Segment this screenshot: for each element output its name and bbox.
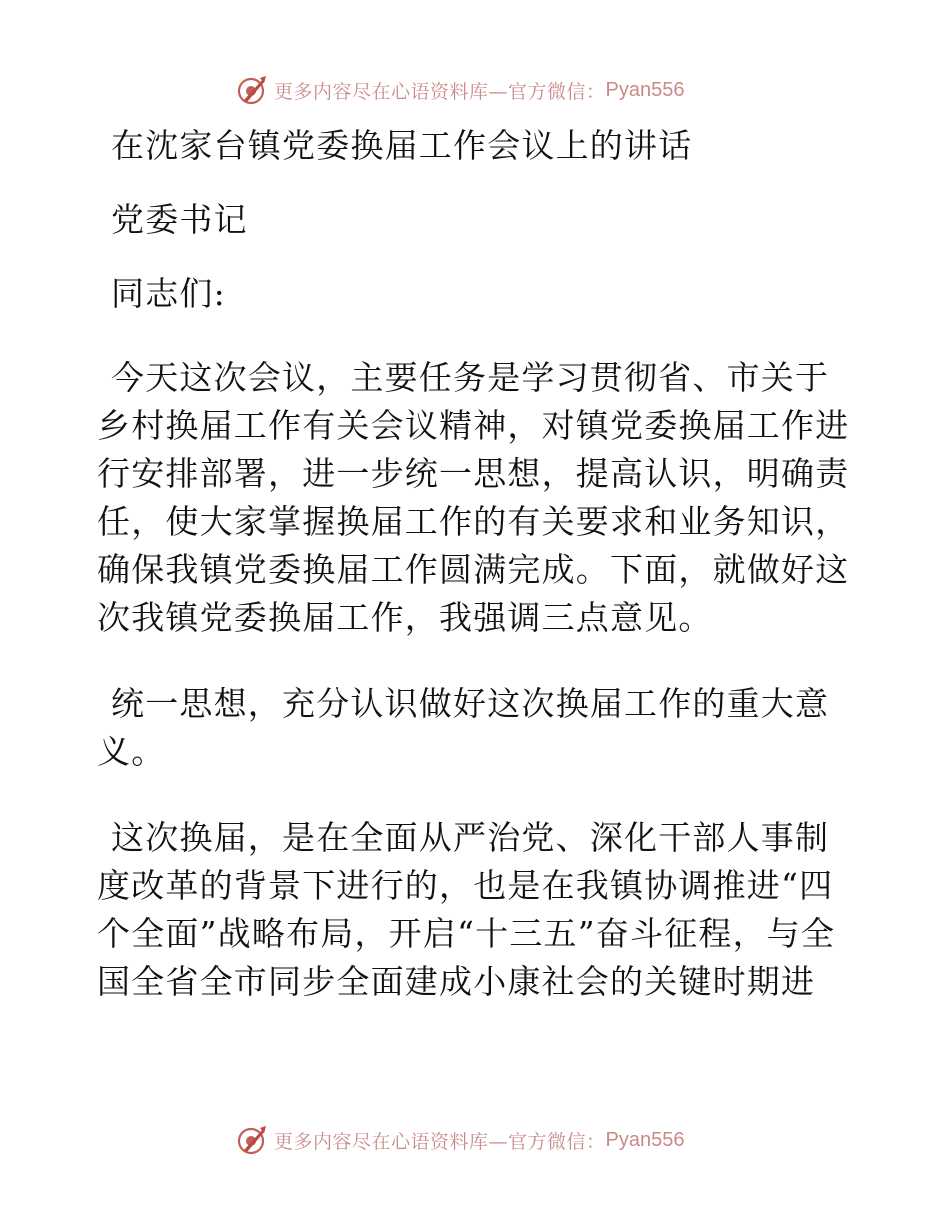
document-salutation: 同志们: [111,274,226,313]
document-title: 在沈家台镇党委换届工作会议上的讲话 [111,126,693,165]
document-body [97,122,857,1044]
pen-logo-icon [236,74,268,106]
document-author: 党委书记 [111,200,248,239]
paragraph: 统一思想，充分认识做好这次换届工作的重大意义。 [97,684,830,771]
header-watermark [236,72,684,108]
watermark-id: Pyan556 [605,1128,685,1151]
paragraph: 今天这次会议，主要任务是学习贯彻省、市关于乡村换届工作有关会议精神，对镇党委换届工作进行安排部署，进一步统一思想，提高认识，明确责任，使大家掌握换届工作的有关要求和业务知识，确保我镇党委换届工作圆满完成。下面，就做好这次我镇党委换届工作，我强调三点意见。 [97,358,850,637]
footer-watermark [236,1122,684,1158]
pen-logo-icon [236,1124,268,1156]
paragraph: 这次换届，是在全面从严治党、深化干部人事制度改革的背景下进行的，也是在我镇协调推进“四个全面”战略布局，开启“十三五”奋斗征程，与全国全省全市同步全面建成小康社会的关键时期进 [97,818,836,1001]
watermark-text: 更多内容尽在心语资料库—官方微信： [274,80,606,103]
watermark-id: Pyan556 [605,78,685,101]
watermark-text: 更多内容尽在心语资料库—官方微信： [274,1130,606,1153]
